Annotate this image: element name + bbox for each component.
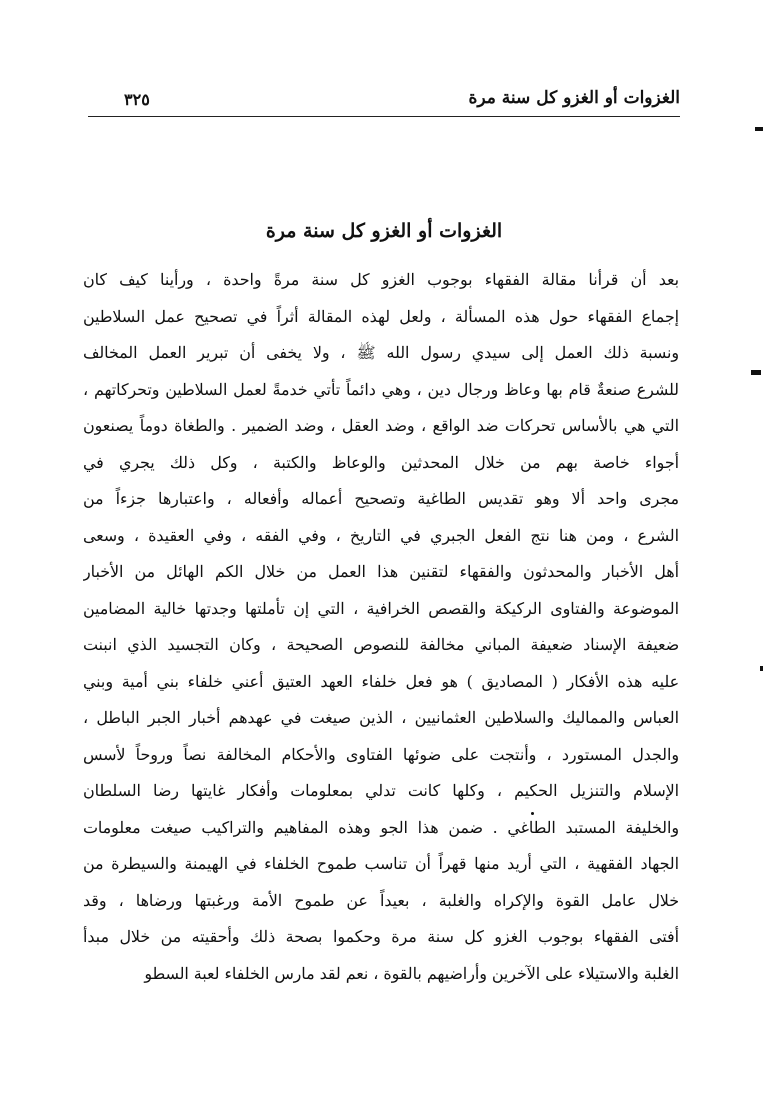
text-line: والجدل المستورد ، وأنتجت على ضوئها الفتاوى والأحكام المخالفة نصاً وروحاً لأسس <box>83 744 679 764</box>
section-heading: الغزوات أو الغزو كل سنة مرة <box>265 220 503 242</box>
text-line: الإسلام والتنزيل الحكيم ، وكلها كانت تدلي بمعلومات وأفكار غايتها رضا السلطان <box>83 781 679 800</box>
text-line: التي هي بالأساس تحركات ضد الواقع ، وضد العقل ، وضد الضمير . والطغاة دوماً يصنعون <box>83 416 679 435</box>
page-number: ٣٢٥ <box>124 90 150 109</box>
text-line: للشرع صنعةٌ قام بها وعاظ ورجال دين ، وهي دائماً تأتي خدمةً لعمل السلاطين وتحركاتهم ، <box>83 379 679 399</box>
text-line: أجواء خاصة بهم من خلال المحدثين والوعاظ والكتبة ، وكل ذلك يجري في <box>83 452 679 472</box>
text-line: خلال عامل القوة والإكراه والغلبة ، بعيداً عن طموح الأمة ورغبتها ورضاها ، وقد <box>83 890 679 910</box>
scan-mark <box>755 127 763 131</box>
running-title: الغزوات أو الغزو كل سنة مرة <box>468 88 680 108</box>
scan-mark <box>751 370 761 375</box>
text-line: العباس والمماليك والسلاطين العثمانيين ، الذين صيغت في عهدهم أخبار الجبر الباطل ، <box>83 708 679 727</box>
text-line: الشرع ، ومن هنا نتج الفعل الجبري في التاريخ ، وفي الفقه ، وفي العقيدة ، وسعى <box>83 525 679 545</box>
text-line: الموضوعة والفتاوى الركيكة والقصص الخرافية ، التي إن تأملتها وجدتها خالية المضامين <box>83 598 679 618</box>
text-line: والخليفة المستبد الطاغي . ضمن هذا الجو وهذه المفاهيم والتراكيب صيغت معلومات <box>83 817 679 837</box>
text-line: بعد أن قرأنا مقالة الفقهاء بوجوب الغزو كل سنة مرةً واحدة ، ورأينا كيف كان <box>83 270 679 289</box>
text-line: ونسبة ذلك العمل إلى سيدي رسول الله ﷺ ، ولا يخفى أن تبرير العمل المخالف <box>83 343 679 362</box>
running-header <box>88 84 680 117</box>
text-line: أهل الأخبار والمحدثون والفقهاء لتقنين هذا العمل من خلال الكم الهائل من الأخبار <box>83 562 679 581</box>
text-line: أفتى الفقهاء بوجوب الغزو كل سنة مرة وحكموا بصحة ذلك وأحقيته من خلال مبدأ <box>83 927 679 946</box>
text-line: الغلبة والاستيلاء على الآخرين وأراضيهم بالقوة ، نعم لقد مارس الخلفاء لعبة السطو <box>144 963 679 983</box>
body-text <box>83 262 679 992</box>
text-line: عليه هذه الأفكار ( المصاديق ) هو فعل خلفاء العهد العتيق أعني خلفاء بني أمية وبني <box>83 671 679 691</box>
scan-speck <box>531 812 534 815</box>
text-line: مجرى واحد ألا وهو تقديس الطاغية وتصحيح أعماله وأفعاله ، واعتبارها جزءاً من <box>83 489 679 508</box>
text-line: إجماع الفقهاء حول هذه المسألة ، ولعل لهذه المقالة أثراً في تصحيح عمل السلاطين <box>83 306 679 326</box>
text-line: ضعيفة الإسناد ضعيفة المباني مخالفة للنصوص الصحيحة ، وكان التجسيد الذي انبنت <box>83 635 679 654</box>
text-line: الجهاد الفقهية ، التي أريد منها قهراً أن تناسب طموح الخلفاء في الهيمنة والسيطرة من <box>83 854 679 873</box>
